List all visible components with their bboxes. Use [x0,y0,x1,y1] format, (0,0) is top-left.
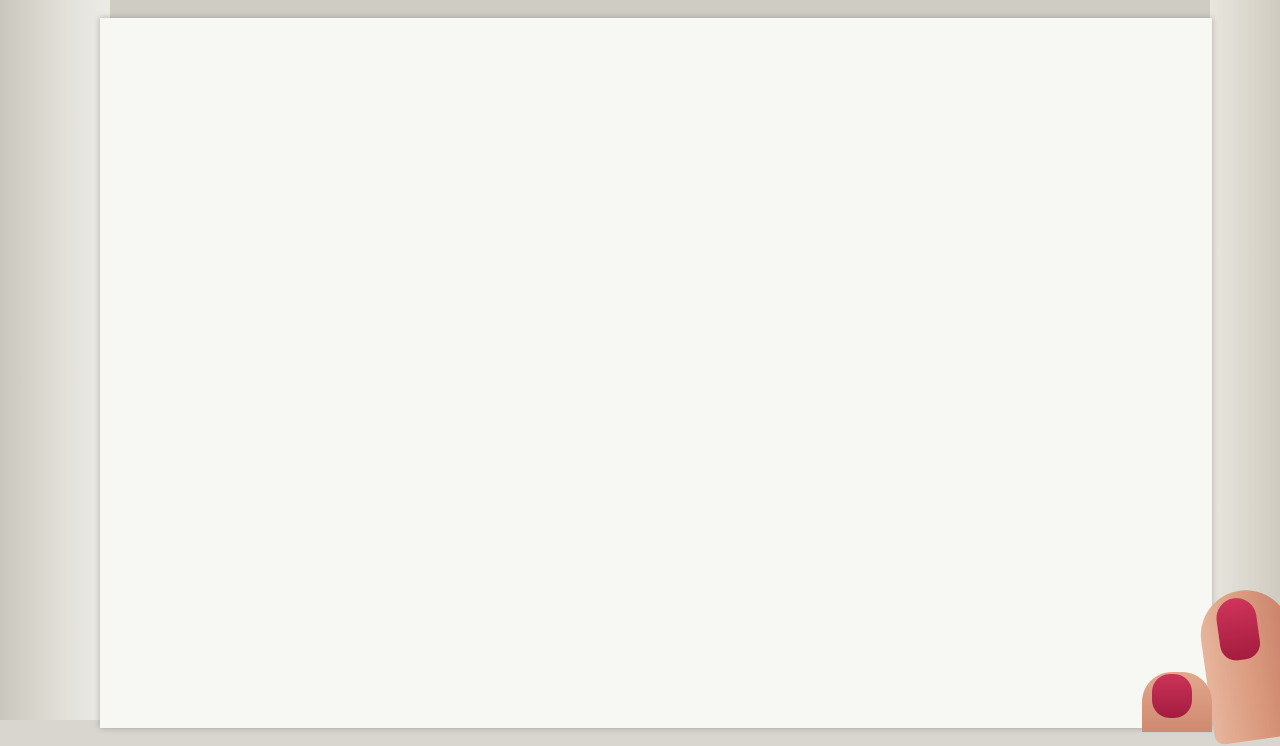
fingernail-2 [1152,674,1192,718]
